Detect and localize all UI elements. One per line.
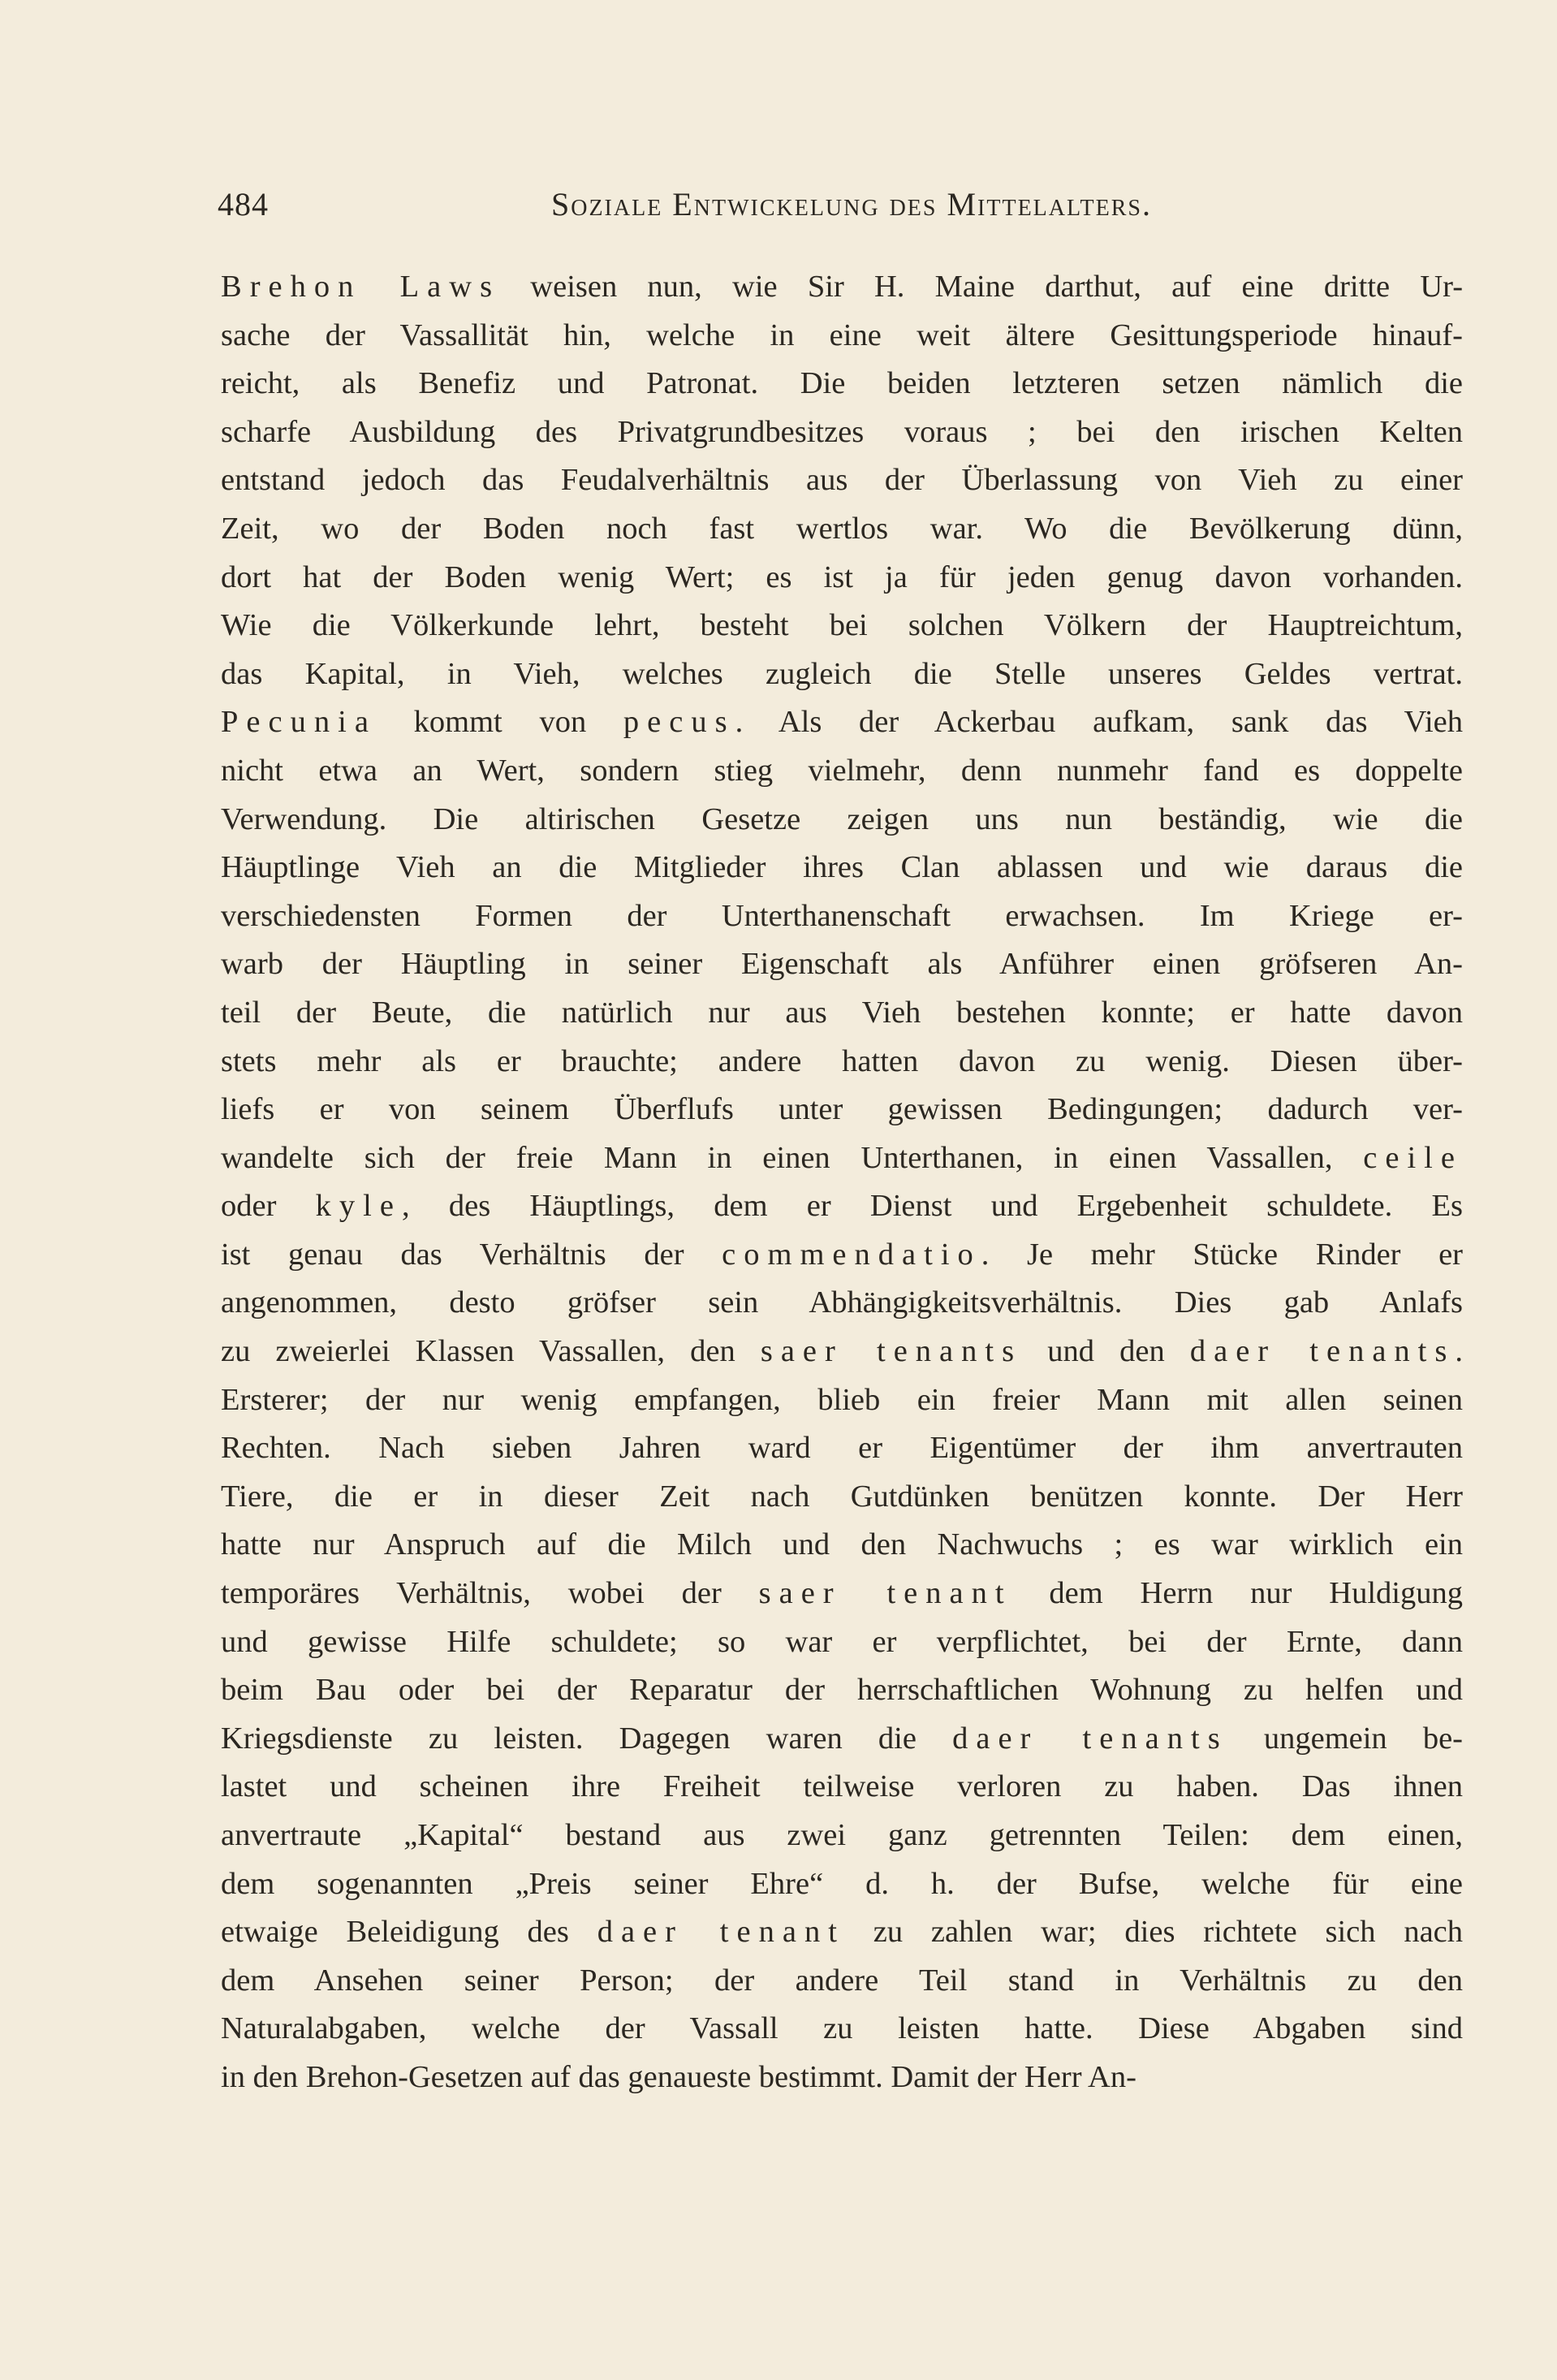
text-line xyxy=(221,1618,1463,1667)
text-run: Verwendung. Die altirischen Gesetze zeigen uns nun beständig, wie die xyxy=(221,801,1463,836)
text-line xyxy=(221,1424,1463,1473)
spaced-term: daer tenant xyxy=(597,1915,845,1950)
text-line xyxy=(221,1231,1463,1280)
text-run: weisen nun, wie Sir H. Maine darthut, auf eine dritte Ur- xyxy=(500,270,1464,304)
text-line xyxy=(221,1666,1463,1715)
spaced-term: daer tenants xyxy=(952,1721,1228,1756)
text-line xyxy=(221,456,1463,505)
text-line xyxy=(221,1328,1463,1376)
text-line xyxy=(221,602,1463,650)
text-line xyxy=(221,698,1463,747)
text-line xyxy=(221,1570,1463,1618)
text-run: ungemein be- xyxy=(1227,1721,1464,1756)
text-line xyxy=(221,1038,1463,1086)
spaced-term: commendatio xyxy=(722,1237,981,1272)
text-line xyxy=(221,1376,1463,1425)
text-run: zu zweierlei Klassen Vassallen, den xyxy=(221,1334,761,1369)
text-run: anvertraute „Kapital“ bestand aus zwei ganz getrennten Teilen: dem einen, xyxy=(221,1818,1463,1852)
text-run: liefs er von seinem Überflufs unter gewissen Bedingungen; dadurch ver- xyxy=(221,1092,1463,1127)
text-line xyxy=(221,650,1463,699)
text-line xyxy=(221,1521,1463,1570)
text-run: wandelte sich der freie Mann in einen Unterthanen, in einen Vassallen, xyxy=(221,1140,1364,1175)
text-run: entstand jedoch das Feudalverhältnis aus der Überlassung von Vieh zu einer xyxy=(221,463,1463,498)
text-line xyxy=(221,1957,1463,2006)
spaced-term: saer tenant xyxy=(758,1576,1012,1611)
text-line xyxy=(221,1812,1463,1860)
spaced-term: saer tenants xyxy=(760,1334,1023,1369)
spaced-term: daer tenants xyxy=(1189,1334,1456,1369)
text-line xyxy=(221,1715,1463,1764)
text-run: und gewisse Hilfe schuldete; so war er verpflichtet, bei der Ernte, dann xyxy=(221,1624,1463,1659)
text-line xyxy=(221,940,1463,989)
spaced-term: pecus xyxy=(623,705,735,740)
text-line xyxy=(221,1279,1463,1328)
text-line xyxy=(221,1473,1463,1522)
text-line xyxy=(221,263,1463,312)
spaced-term: Brehon Laws xyxy=(221,270,501,304)
text-line xyxy=(221,989,1463,1038)
text-line xyxy=(221,554,1463,603)
text-line xyxy=(221,892,1463,941)
text-run: Zeit, wo der Boden noch fast wertlos war. Wo die Bevölkerung dünn, xyxy=(221,511,1463,546)
text-run: , des Häuptlings, dem er Dienst und Ergebenheit schuldete. Es xyxy=(401,1189,1463,1224)
text-run: Häuptlinge Vieh an die Mitglieder ihres Clan ablassen und wie daraus die xyxy=(221,850,1463,885)
text-line xyxy=(221,1182,1463,1231)
text-line xyxy=(221,2005,1463,2054)
text-run: zu zahlen war; dies richtete sich nach xyxy=(844,1915,1463,1950)
text-run: Wie die Völkerkunde lehrt, besteht bei solchen Völkern der Hauptreichtum, xyxy=(221,608,1463,643)
text-run: lastet und scheinen ihre Freiheit teilweise verloren zu haben. Das ihnen xyxy=(221,1769,1463,1804)
spaced-term: ceile xyxy=(1363,1140,1463,1175)
text-run: . Je mehr Stücke Rinder er xyxy=(981,1237,1463,1272)
text-run: kommt von xyxy=(376,705,623,740)
text-run: dort hat der Boden wenig Wert; es ist ja für jeden genug davon vorhanden. xyxy=(221,559,1463,594)
text-run: warb der Häuptling in seiner Eigenschaft als Anführer einen gröfseren An- xyxy=(221,947,1463,982)
running-head xyxy=(218,180,1453,229)
text-line xyxy=(221,360,1463,408)
text-run: . Als der Ackerbau aufkam, sank das Vieh xyxy=(735,705,1463,740)
text-line xyxy=(221,408,1463,457)
text-line xyxy=(221,796,1463,844)
text-line xyxy=(221,1860,1463,1909)
text-run: Ersterer; der nur wenig empfangen, blieb ein freier Mann mit allen seinen xyxy=(221,1382,1463,1417)
text-run: etwaige Beleidigung des xyxy=(221,1915,597,1950)
text-run: dem Herrn nur Huldigung xyxy=(1011,1576,1463,1611)
text-run: Kriegsdienste zu leisten. Dagegen waren die xyxy=(221,1721,953,1756)
text-run: temporäres Verhältnis, wobei der xyxy=(221,1576,759,1611)
text-run: scharfe Ausbildung des Privatgrundbesitzes voraus ; bei den irischen Kelten xyxy=(221,414,1463,449)
text-run: dem sogenannten „Preis seiner Ehre“ d. h. der Bufse, welche für eine xyxy=(221,1866,1463,1901)
text-run: dem Ansehen seiner Person; der andere Teil stand in Verhältnis zu den xyxy=(221,1963,1463,1998)
text-run: . xyxy=(1455,1334,1464,1369)
text-run: sache der Vassallität hin, welche in eine weit ältere Gesittungsperiode hinauf- xyxy=(221,317,1463,352)
spaced-term: Pecunia xyxy=(221,705,377,740)
text-run: hatte nur Anspruch auf die Milch und den Nachwuchs ; es war wirklich ein xyxy=(221,1527,1463,1562)
text-line xyxy=(221,1763,1463,1812)
text-run: verschiedensten Formen der Unterthanenschaft erwachsen. Im Kriege er- xyxy=(221,898,1463,933)
text-line xyxy=(221,1086,1463,1134)
text-line xyxy=(221,1134,1463,1183)
text-run: angenommen, desto gröfser sein Abhängigkeitsverhältnis. Dies gab Anlafs xyxy=(221,1285,1463,1320)
text-line xyxy=(221,312,1463,361)
text-run: in den Brehon-Gesetzen auf das genaueste bestimmt. Damit der Herr An- xyxy=(221,2059,1136,2094)
running-title: Soziale Entwickelung des Mittelalters. xyxy=(550,186,1152,222)
spaced-term: kyle xyxy=(315,1189,402,1224)
text-run: ist genau das Verhältnis der xyxy=(221,1237,722,1272)
text-line xyxy=(221,844,1463,892)
body-text xyxy=(221,263,1463,2102)
text-run: Tiere, die er in dieser Zeit nach Gutdünken benützen konnte. Der Herr xyxy=(221,1479,1463,1514)
text-run: und den xyxy=(1022,1334,1190,1369)
text-run: oder xyxy=(221,1189,316,1224)
text-run: teil der Beute, die natürlich nur aus Vieh bestehen konnte; er hatte davon xyxy=(221,995,1463,1030)
text-run: stets mehr als er brauchte; andere hatten davon zu wenig. Diesen über- xyxy=(221,1043,1463,1078)
page-number: 484 xyxy=(218,186,269,222)
text-run: Naturalabgaben, welche der Vassall zu leisten hatte. Diese Abgaben sind xyxy=(221,2011,1463,2046)
text-line xyxy=(221,2054,1463,2102)
text-line xyxy=(221,505,1463,554)
text-run: beim Bau oder bei der Reparatur der herrschaftlichen Wohnung zu helfen und xyxy=(221,1673,1463,1708)
text-run: das Kapital, in Vieh, welches zugleich die Stelle unseres Geldes vertrat. xyxy=(221,656,1463,691)
text-run: reicht, als Benefiz und Patronat. Die beiden letzteren setzen nämlich die xyxy=(221,366,1463,401)
text-line xyxy=(221,747,1463,796)
text-line xyxy=(221,1908,1463,1957)
text-run: Rechten. Nach sieben Jahren ward er Eigentümer der ihm anvertrauten xyxy=(221,1431,1463,1466)
text-run: nicht etwa an Wert, sondern stieg vielmehr, denn nunmehr fand es doppelte xyxy=(221,753,1463,788)
